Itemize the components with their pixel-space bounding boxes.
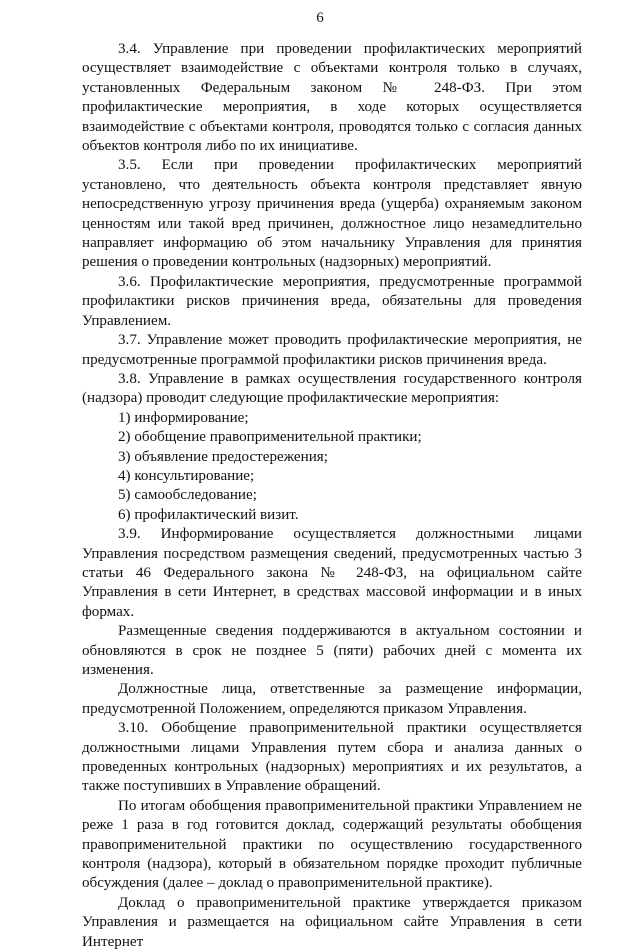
paragraph-3-4: 3.4. Управление при проведении профилактических мероприятий осуществляет взаимодействие с объектами контроля только в случаях, установленных Федеральным законом № 248-ФЗ. При этом профилактические мероприятия, в ходе которых осуществляется взаимодействие с объектами контроля, проводятся только с согласия данных объектов контроля либо по их инициативе. [82, 41, 582, 155]
paragraph-responsible-officials: Должностные лица, ответственные за размещение информации, предусмотренной Положением, определяются приказом Управления. [82, 681, 582, 717]
page-number: 6 [316, 10, 324, 26]
paragraph-3-10: 3.10. Обобщение правоприменительной практики осуществляется должностными лицами Управления путем сбора и анализа данных о проведенных контрольных (надзорных) мероприятиях и их результатов, а также поступивших в Управление обращений. [82, 720, 582, 795]
document-body [82, 40, 582, 952]
paragraph-3-7: 3.7. Управление может проводить профилактические мероприятия, не предусмотренные программой профилактики рисков причинения вреда. [82, 332, 582, 368]
measures-list [82, 409, 582, 525]
list-item: 5) самообследование; [118, 487, 257, 504]
list-item: 3) объявление предостережения; [118, 448, 328, 465]
list-item: 2) обобщение правоприменительной практики; [118, 429, 422, 446]
list-item: 6) профилактический визит. [118, 506, 299, 523]
paragraph-annual-report: По итогам обобщения правоприменительной практики Управлением не реже 1 раза в год готовится доклад, содержащий результаты обобщения правоприменительной практики по осуществлению государственного контроля (надзора), который в обязательном порядке проходит публичные обсуждения (далее – доклад о правоприменительной практике). [82, 797, 582, 892]
paragraph-3-6: 3.6. Профилактические мероприятия, предусмотренные программой профилактики рисков причинения вреда, обязательны для проведения Управлением. [82, 273, 582, 329]
paragraph-info-update: Размещенные сведения поддерживаются в актуальном состоянии и обновляются в срок не позднее 5 (пяти) рабочих дней с момента их изменения. [82, 623, 582, 678]
paragraph-report-approval: Доклад о правоприменительной практике утверждается приказом Управления и размещается на официальном сайте Управления в сети Интернет [82, 894, 582, 950]
list-item: 4) консультирование; [118, 467, 255, 484]
paragraph-3-5: 3.5. Если при проведении профилактических мероприятий установлено, что деятельность объекта контроля представляет явную непосредственную угрозу причинения вреда (ущерба) охраняемым законом ценностям или такой вред причинен, должностное лицо незамедлительно направляет информацию об этом начальнику Управления для принятия решения о проведении контрольных (надзорных) мероприятий. [82, 157, 582, 271]
paragraph-3-8: 3.8. Управление в рамках осуществления государственного контроля (надзора) проводит следующие профилактические мероприятия: [82, 370, 582, 407]
paragraph-3-9: 3.9. Информирование осуществляется должностными лицами Управления посредством размещения сведений, предусмотренных частью 3 статьи 46 Федерального закона № 248-ФЗ, на официальном сайте Управления в сети Интернет, в средствах массовой информации и в иных формах. [82, 526, 582, 620]
list-item: 1) информирование; [118, 409, 249, 426]
